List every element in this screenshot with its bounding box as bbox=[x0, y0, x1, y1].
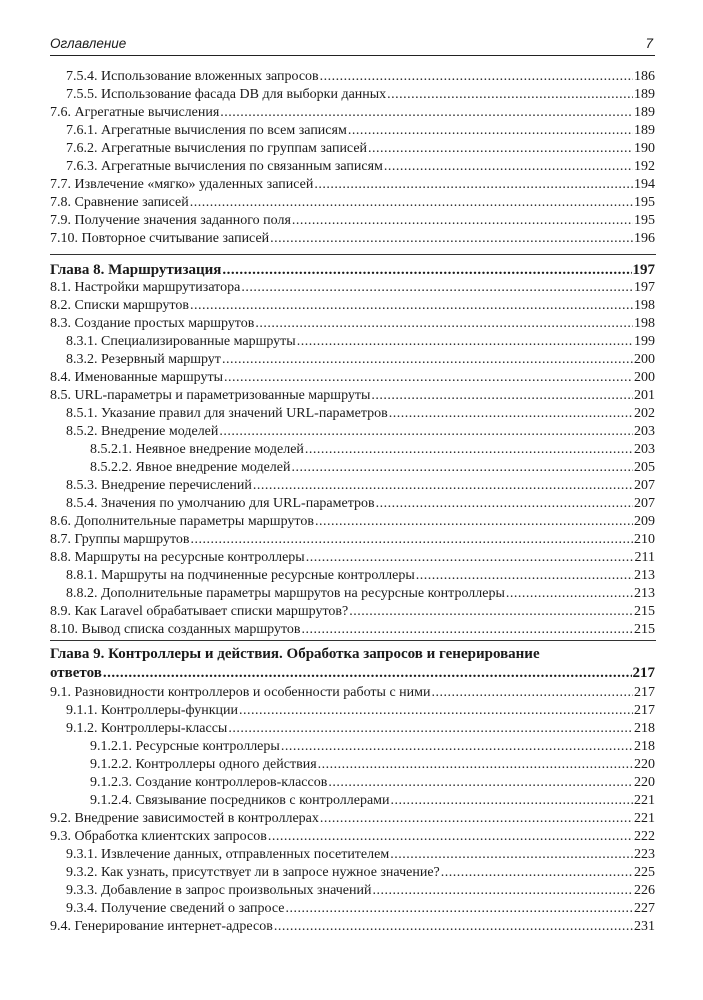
toc-entry: 8.3.1. Специализированные маршруты ..... 199 bbox=[66, 333, 655, 350]
toc-entry: 9.1.2.2. Контроллеры одного действия ..... 220 bbox=[90, 756, 655, 773]
toc-chapter-entry: Глава 9. Контроллеры и действия. Обработка запросов и генерирование bbox=[50, 646, 540, 662]
toc-entry: 7.10. Повторное считывание записей ..... 196 bbox=[50, 230, 655, 247]
toc-entry: 9.3.3. Добавление в запрос произвольных значений ..... 226 bbox=[66, 882, 655, 899]
chapter-divider bbox=[50, 254, 656, 255]
toc-entry: 9.3.2. Как узнать, присутствует ли в запросе нужное значение? ..... 225 bbox=[66, 864, 655, 881]
toc-entry: 8.5.3. Внедрение перечислений ..... 207 bbox=[66, 477, 655, 494]
toc-entry: 8.6. Дополнительные параметры маршрутов ..... 209 bbox=[50, 513, 655, 530]
toc-entry: 7.5.4. Использование вложенных запросов ..... 186 bbox=[66, 68, 655, 85]
toc-entry: 9.4. Генерирование интернет-адресов ..... 231 bbox=[50, 918, 655, 935]
toc-entry: 7.7. Извлечение «мягко» удаленных записей ..... 194 bbox=[50, 176, 655, 193]
toc-entry: 9.3.4. Получение сведений о запросе ..... 227 bbox=[66, 900, 655, 917]
toc-entry: 7.6.3. Агрегатные вычисления по связанным записям ..... 192 bbox=[66, 158, 655, 175]
toc-entry: 8.3. Создание простых маршрутов ..... 198 bbox=[50, 315, 655, 332]
toc-entry: 9.3. Обработка клиентских запросов ..... 222 bbox=[50, 828, 655, 845]
toc-chapter-entry: Глава 8. Маршрутизация ..... 197 bbox=[50, 261, 655, 278]
toc-entry: 8.9. Как Laravel обрабатывает списки маршрутов? ..... 215 bbox=[50, 603, 655, 620]
toc-entry: 7.6.2. Агрегатные вычисления по группам записей ..... 190 bbox=[66, 140, 655, 157]
toc-entry: 8.10. Вывод списка созданных маршрутов ..... 215 bbox=[50, 621, 655, 638]
toc-entry: 8.8.1. Маршруты на подчиненные ресурсные контроллеры ..... 213 bbox=[66, 567, 655, 584]
toc-entry: 8.5.2.1. Неявное внедрение моделей ..... 203 bbox=[90, 441, 655, 458]
toc-entry: 9.1.2.3. Создание контроллеров-классов ..... 220 bbox=[90, 774, 655, 791]
toc-entry: 9.3.1. Извлечение данных, отправленных посетителем ..... 223 bbox=[66, 846, 655, 863]
toc-entry: 8.3.2. Резервный маршрут ..... 200 bbox=[66, 351, 655, 368]
toc-entry: 8.1. Настройки маршрутизатора ..... 197 bbox=[50, 279, 655, 296]
toc-entry: 8.5.4. Значения по умолчанию для URL-параметров ..... 207 bbox=[66, 495, 655, 512]
toc-entry: 7.9. Получение значения заданного поля ..... 195 bbox=[50, 212, 655, 229]
toc-entry: 7.6.1. Агрегатные вычисления по всем записям ..... 189 bbox=[66, 122, 655, 139]
toc-chapter-entry-continued: ответов ..... 217 bbox=[50, 664, 655, 681]
chapter-divider bbox=[50, 640, 656, 641]
toc-entry: 7.8. Сравнение записей ..... 195 bbox=[50, 194, 655, 211]
toc-entry: 9.1.2. Контроллеры-классы ..... 218 bbox=[66, 720, 655, 737]
toc-entry: 8.7. Группы маршрутов ..... 210 bbox=[50, 531, 655, 548]
toc-entry: 7.5.5. Использование фасада DB для выборки данных ..... 189 bbox=[66, 86, 655, 103]
header-section-title: Оглавление bbox=[50, 36, 127, 51]
header-page-number: 7 bbox=[645, 36, 653, 51]
toc-entry: 8.4. Именованные маршруты ..... 200 bbox=[50, 369, 655, 386]
toc-entry: 8.8. Маршруты на ресурсные контроллеры ..... 211 bbox=[50, 549, 655, 566]
toc-entry: 8.5.2. Внедрение моделей ..... 203 bbox=[66, 423, 655, 440]
toc-entry: 9.1.2.1. Ресурсные контроллеры ..... 218 bbox=[90, 738, 655, 755]
toc-entry: 9.2. Внедрение зависимостей в контроллерах ..... 221 bbox=[50, 810, 655, 827]
toc-entry: 9.1. Разновидности контроллеров и особенности работы с ними ..... 217 bbox=[50, 684, 655, 701]
toc-entry: 8.2. Списки маршрутов ..... 198 bbox=[50, 297, 655, 314]
toc-entry: 8.5.1. Указание правил для значений URL-параметров ..... 202 bbox=[66, 405, 655, 422]
toc-entry: 8.5. URL-параметры и параметризованные маршруты ..... 201 bbox=[50, 387, 655, 404]
toc-entry: 9.1.2.4. Связывание посредников с контроллерами ..... 221 bbox=[90, 792, 655, 809]
toc-entry: 7.6. Агрегатные вычисления ..... 189 bbox=[50, 104, 655, 121]
toc-entry: 8.8.2. Дополнительные параметры маршрутов на ресурсные контроллеры ..... 213 bbox=[66, 585, 655, 602]
toc-entry: 9.1.1. Контроллеры-функции ..... 217 bbox=[66, 702, 655, 719]
toc-entry: 8.5.2.2. Явное внедрение моделей ..... 205 bbox=[90, 459, 655, 476]
